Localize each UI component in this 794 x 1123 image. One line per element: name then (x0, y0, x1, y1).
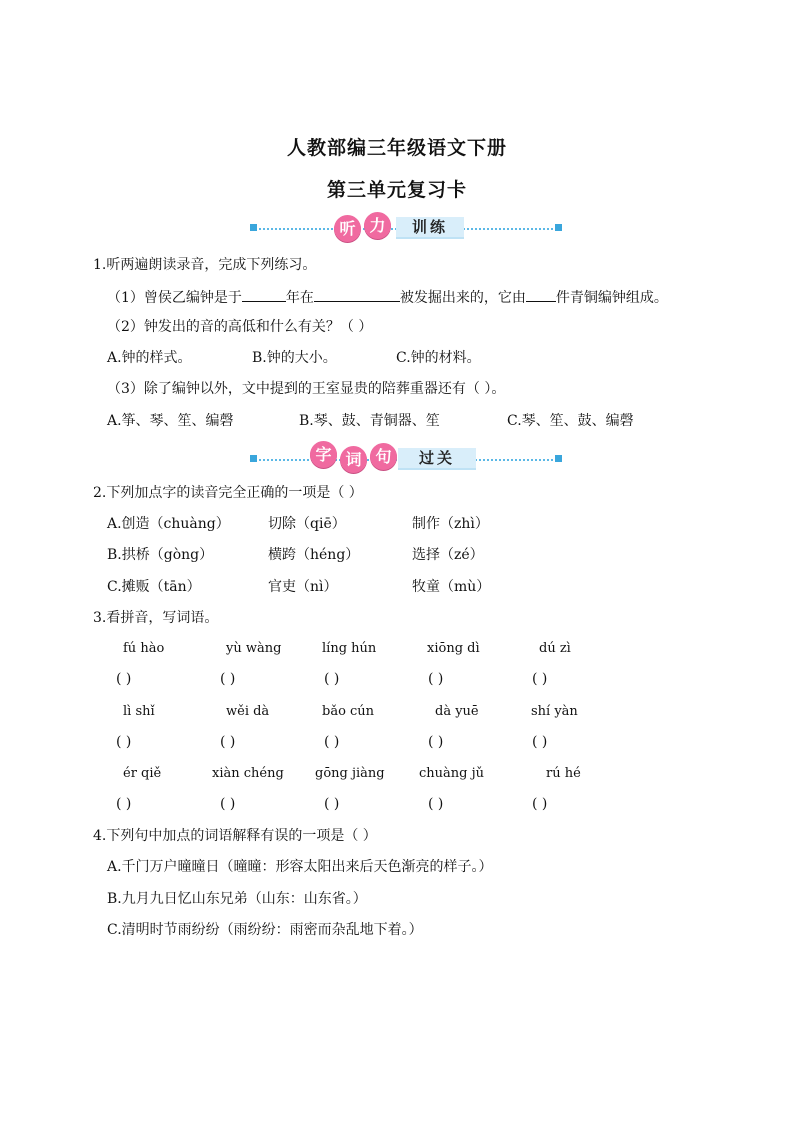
answer-parentheses[interactable]: ( ) (428, 796, 444, 812)
answer-parentheses[interactable]: ( ) (428, 734, 444, 750)
question-1-stem: 1.听两遍朗读录音，完成下列练习。 (93, 257, 317, 273)
pinyin-prompt: chuàng jǔ (419, 766, 485, 781)
worksheet-subtitle: 第三单元复习卡 (326, 179, 467, 201)
pinyin-prompt: wěi dà (226, 704, 270, 719)
banner-circle-char: 力 (364, 212, 391, 239)
pinyin-prompt: lì shǐ (123, 704, 155, 719)
banner-tab-label: 训练 (396, 217, 464, 239)
q2-option-cell: C.摊贩（tān） (107, 579, 201, 595)
sub-1-text-c: 被发掘出来的，它由 (399, 290, 526, 306)
answer-parentheses[interactable]: ( ) (428, 671, 444, 687)
pinyin-prompt: dà yuē (435, 704, 479, 719)
sub-1-text-d: 件青铜编钟组成。 (555, 290, 668, 306)
sub-1-text-a: （1）曾侯乙编钟是于 (107, 290, 242, 306)
answer-parentheses[interactable]: ( ) (532, 734, 548, 750)
pinyin-prompt: gōng jiàng (315, 766, 385, 781)
banner-circle-char: 听 (334, 215, 361, 242)
option-c: C.琴、笙、鼓、编磬 (507, 413, 634, 429)
pinyin-prompt: dú zì (539, 641, 571, 656)
banner-left-marker (250, 224, 257, 231)
answer-blank-count[interactable] (526, 287, 556, 302)
q2-option-cell: 横跨（héng） (268, 547, 360, 563)
pinyin-prompt: rú hé (546, 766, 581, 781)
answer-blank-place[interactable] (314, 287, 400, 302)
option-a: A.筝、琴、笙、编磬 (107, 413, 234, 429)
option-a: A.钟的样式。 (107, 350, 192, 366)
option-b: B.钟的大小。 (252, 350, 337, 366)
pinyin-prompt: xiōng dì (427, 641, 480, 656)
banner-tab-label: 过关 (398, 448, 476, 470)
banner-circle-char: 词 (340, 446, 367, 473)
answer-parentheses[interactable]: ( ) (116, 671, 132, 687)
q2-option-cell: 牧童（mù） (412, 579, 491, 595)
banner-circle-char: 句 (370, 443, 397, 470)
banner-circle-char: 字 (310, 441, 337, 468)
pinyin-prompt: ér qiě (123, 766, 162, 781)
sub-1-text-b: 年在 (285, 290, 314, 306)
banner-right-marker (555, 455, 562, 462)
question-1-sub-2: （2）钟发出的音的高低和什么有关？（ ） (107, 319, 373, 335)
answer-parentheses[interactable]: ( ) (532, 671, 548, 687)
answer-parentheses[interactable]: ( ) (532, 796, 548, 812)
answer-parentheses[interactable]: ( ) (220, 734, 236, 750)
pinyin-prompt: fú hào (123, 641, 165, 656)
answer-parentheses[interactable]: ( ) (220, 796, 236, 812)
answer-parentheses[interactable]: ( ) (220, 671, 236, 687)
question-1-sub-3: （3）除了编钟以外，文中提到的王室显贵的陪葬重器还有（ ）。 (107, 381, 506, 397)
answer-parentheses[interactable]: ( ) (324, 796, 340, 812)
pinyin-prompt: xiàn chéng (212, 766, 284, 781)
answer-parentheses[interactable]: ( ) (324, 671, 340, 687)
option-b: B.九月九日忆山东兄弟（山东：山东省。） (107, 891, 367, 907)
question-4-stem: 4.下列句中加点的词语解释有误的一项是（ ） (93, 828, 377, 844)
q2-option-cell: A.创造（chuàng） (107, 516, 230, 532)
section-banner-listening (250, 214, 562, 244)
answer-parentheses[interactable]: ( ) (116, 796, 132, 812)
pinyin-prompt: bǎo cún (322, 704, 375, 719)
q2-option-cell: B.拱桥（gòng） (107, 547, 214, 563)
q2-option-cell: 制作（zhì） (412, 516, 489, 532)
option-c: C.清明时节雨纷纷（雨纷纷：雨密而杂乱地下着。） (107, 922, 423, 938)
option-b: B.琴、鼓、青铜器、笙 (299, 413, 440, 429)
q2-option-cell: 选择（zé） (412, 547, 484, 563)
section-banner-vocabulary (250, 445, 562, 475)
worksheet-title: 人教部编三年级语文下册 (286, 137, 507, 159)
banner-left-marker (250, 455, 257, 462)
question-3-stem: 3.看拼音，写词语。 (93, 610, 219, 626)
question-2-stem: 2.下列加点字的读音完全正确的一项是（ ） (93, 485, 363, 501)
option-a: A.千门万户曈曈日（曈曈：形容太阳出来后天色渐亮的样子。） (107, 859, 493, 875)
pinyin-prompt: shí yàn (531, 704, 578, 719)
q2-option-cell: 切除（qiē） (268, 516, 346, 532)
option-c: C.钟的材料。 (396, 350, 481, 366)
q2-option-cell: 官吏（nì） (268, 579, 338, 595)
answer-parentheses[interactable]: ( ) (324, 734, 340, 750)
answer-parentheses[interactable]: ( ) (116, 734, 132, 750)
answer-blank-year[interactable] (242, 287, 286, 302)
pinyin-prompt: líng hún (322, 641, 377, 656)
banner-right-marker (555, 224, 562, 231)
question-1-sub-1 (107, 287, 668, 307)
pinyin-prompt: yù wàng (226, 641, 282, 656)
